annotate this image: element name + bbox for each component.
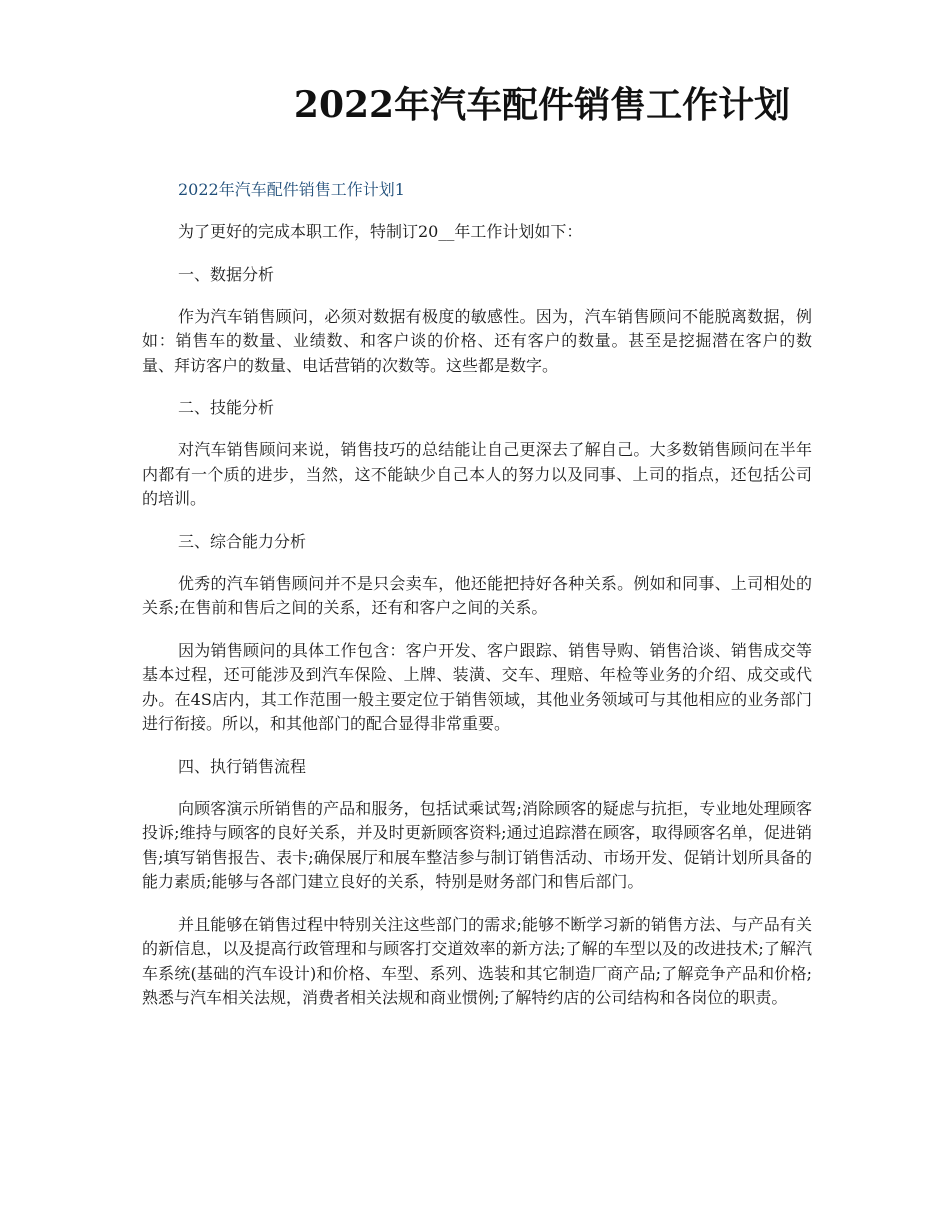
paragraph-sales-process: 向顾客演示所销售的产品和服务，包括试乘试驾;消除顾客的疑虑与抗拒，专业地处理顾客投诉;维持与顾客的良好关系，并及时更新顾客资料;通过追踪潜在顾客，取得顾客名单，促进销售;填写销售报告、表卡;确保展厅和展车整洁参与制订销售活动、市场开发、促销计划所具备的能力素质;能够与各部门建立良好的关系，特别是财务部门和售后部门。 [142, 798, 812, 891]
paragraph-data-analysis: 作为汽车销售顾问，必须对数据有极度的敏感性。因为，汽车销售顾问不能脱离数据，例如：销售车的数量、业绩数、和客户谈的价格、还有客户的数量。甚至是挖掘潜在客户的数量、拜访客户的数量、电话营销的次数等。这些都是数字。 [142, 306, 812, 375]
heading-skill-analysis: 二、技能分析 [178, 398, 275, 417]
intro-paragraph: 为了更好的完成本职工作，特制订20__年工作计划如下： [178, 222, 583, 241]
section-subtitle: 2022年汽车配件销售工作计划1 [178, 180, 405, 199]
paragraph-relationships: 优秀的汽车销售顾问并不是只会卖车，他还能把持好各种关系。例如和同事、上司相处的关系;在售前和售后之间的关系，还有和客户之间的关系。 [142, 573, 812, 617]
paragraph-job-scope: 因为销售顾问的具体工作包含：客户开发、客户跟踪、销售导购、销售洽谈、销售成交等基本过程，还可能涉及到汽车保险、上牌、装潢、交车、理赔、年检等业务的介绍、成交或代办。在4S店内，其工作范围一般主要定位于销售领域，其他业务领域可与其他相应的业务部门进行衔接。所以，和其他部门的配合显得非常重要。 [142, 640, 812, 733]
heading-sales-process: 四、执行销售流程 [178, 756, 307, 776]
paragraph-skill-analysis: 对汽车销售顾问来说，销售技巧的总结能让自己更深去了解自己。大多数销售顾问在半年内都有一个质的进步，当然，这不能缺少自己本人的努力以及同事、上司的指点，还包括公司的培训。 [142, 440, 812, 508]
paragraph-learning: 并且能够在销售过程中特别关注这些部门的需求;能够不断学习新的销售方法、与产品有关的新信息，以及提高行政管理和与顾客打交道效率的新方法;了解的车型以及的改进技术;了解汽车系统(基础的汽车设计)和价格、车型、系列、选装和其它制造厂商产品;了解竞争产品和价格;熟悉与汽车相关法规，消费者相关法规和商业惯例;了解特约店的公司结构和各岗位的职责。 [142, 914, 812, 1007]
document-title: 2022年汽车配件销售工作计划 [293, 84, 791, 126]
heading-data-analysis: 一、数据分析 [178, 264, 275, 284]
heading-ability-analysis: 三、综合能力分析 [178, 531, 307, 551]
document-page [142, 78, 812, 1011]
